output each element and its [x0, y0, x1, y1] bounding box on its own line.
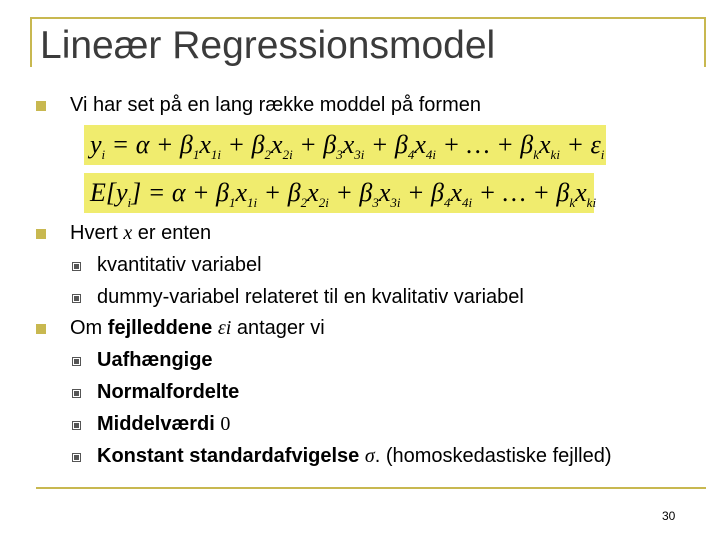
right-rule — [704, 17, 706, 67]
bullet-2-text: Hvert x er enten — [70, 222, 212, 244]
left-rule — [30, 17, 32, 67]
sub-bullet-marker — [72, 389, 81, 398]
top-rule — [30, 17, 706, 19]
bullet-2-sub-1: kvantitativ variabel — [97, 254, 262, 276]
bullet-marker — [36, 101, 46, 111]
sub-bullet-marker — [72, 262, 81, 271]
sub-bullet-marker — [72, 421, 81, 430]
bullet-2-sub-2: dummy-variabel relateret til en kvalitativ variabel — [97, 286, 524, 308]
bullet-marker — [36, 324, 46, 334]
bullet-3-sub-1: Uafhængige — [97, 349, 213, 371]
sub-bullet-marker — [72, 453, 81, 462]
slide-title: Lineær Regressionsmodel — [40, 24, 496, 67]
bullet-3-sub-3: Middelværdi 0 — [97, 413, 231, 435]
bullet-1-text: Vi har set på en lang række moddel på formen — [70, 94, 481, 116]
sub-bullet-marker — [72, 357, 81, 366]
bottom-rule — [36, 487, 706, 489]
bullet-3-text: Om fejlleddene εi antager vi — [70, 317, 325, 339]
regression-equation: $y_i = \alpha + \beta_1x_{1i} + \beta_2x_{2i} + \beta_3x_{3i} + \beta_4x_{4i}$ + … + $\beta_kx_{ki} + \varepsilon_i$ — [84, 125, 606, 165]
bullet-3-sub-4: Konstant standardafvigelse σ. (homoskedastiske fejlled) — [97, 445, 612, 467]
bullet-3-sub-2: Normalfordelte — [97, 381, 240, 403]
bullet-marker — [36, 229, 46, 239]
expectation-equation: $E[y_i] = \alpha + \beta_1x_{1i} + \beta_2x_{2i} + \beta_3x_{3i} + \beta_4x_{4i}$ + … + $\beta_kx_{ki}$ — [84, 173, 594, 213]
sub-bullet-marker — [72, 294, 81, 303]
page-number: 30 — [662, 509, 676, 523]
